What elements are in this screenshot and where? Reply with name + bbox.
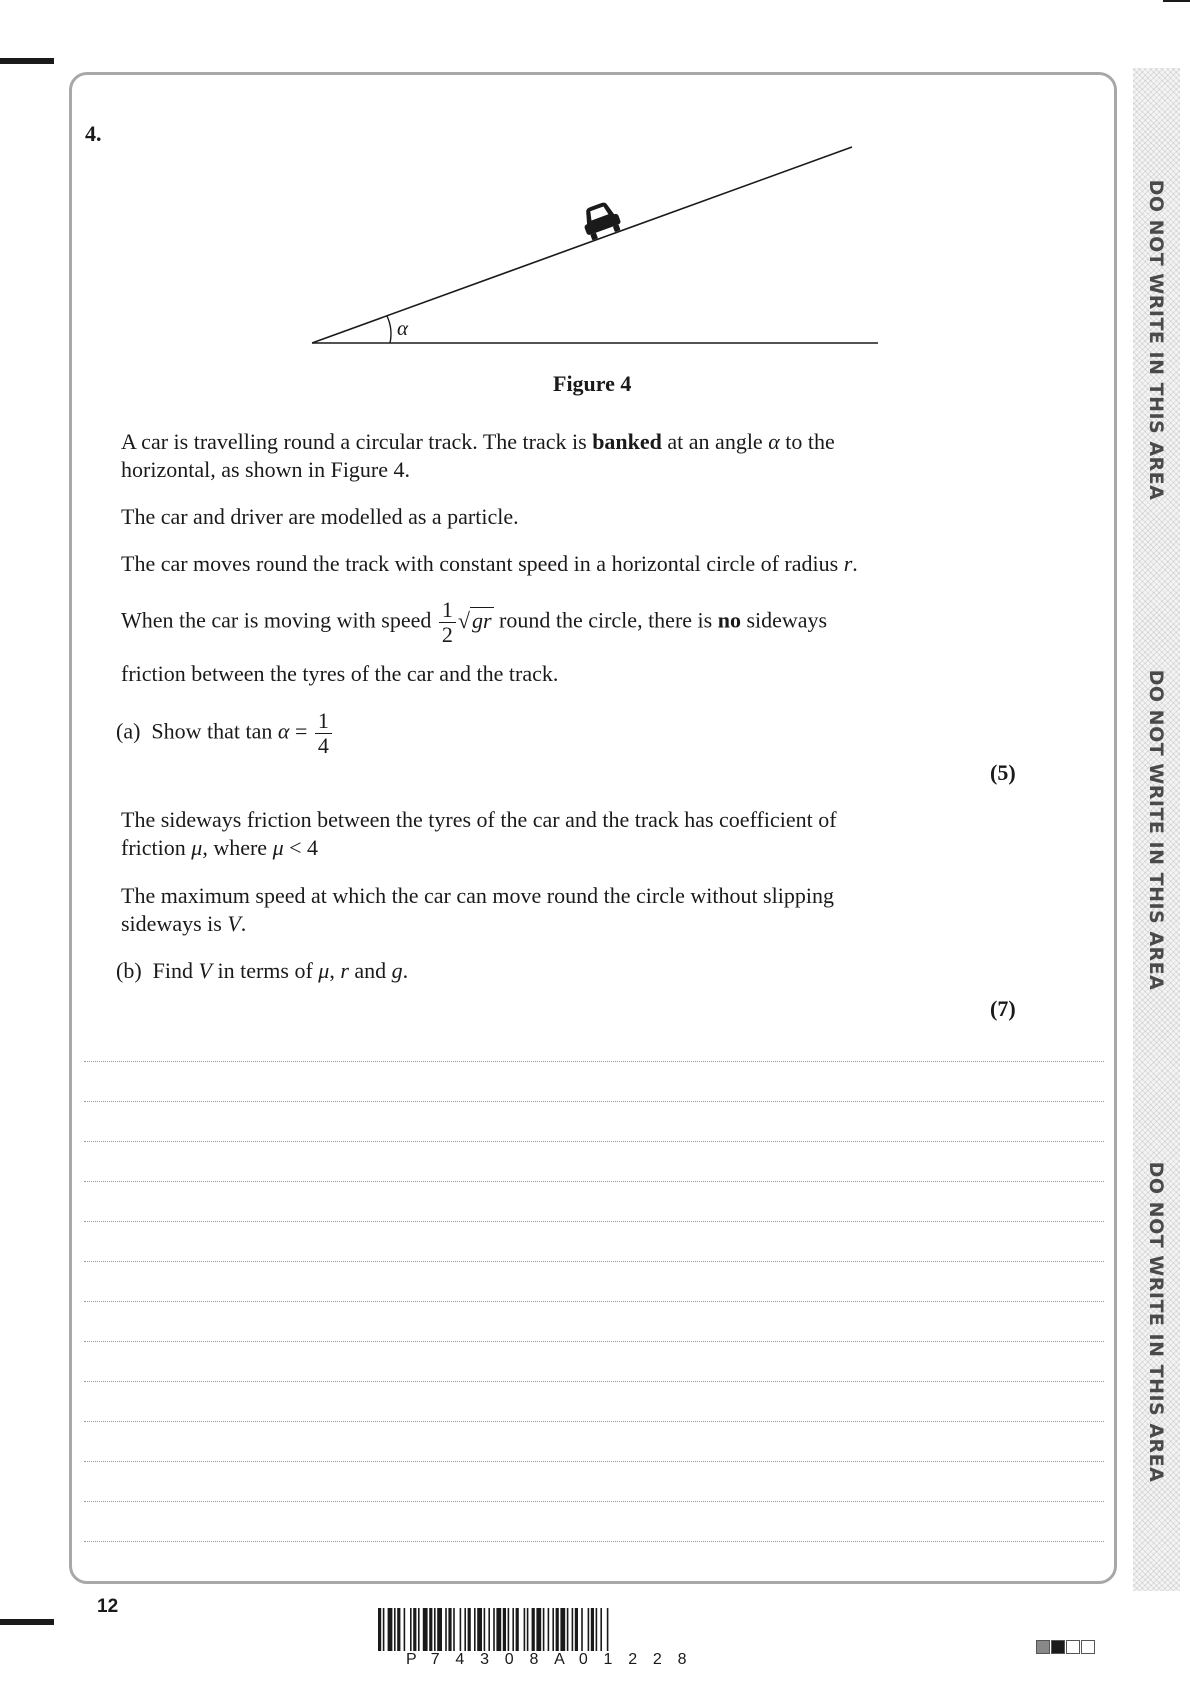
barcode-bar	[448, 1608, 451, 1651]
barcode-digit: 8	[677, 1651, 687, 1668]
barcode-bar	[423, 1608, 428, 1651]
part-b-text4: and	[348, 958, 392, 983]
barcode-digit: P	[406, 1651, 417, 1668]
print-marker-boxes	[1036, 1640, 1096, 1658]
barcode-bar	[383, 1608, 385, 1651]
p1-text-a: A car is travelling round a circular track. The track is	[121, 429, 593, 454]
barcode-bar	[575, 1608, 578, 1651]
barcode-bar	[445, 1608, 447, 1651]
barcode-digit: 3	[480, 1651, 489, 1668]
paragraph-friction-coefficient	[121, 806, 941, 862]
barcode-bar	[512, 1608, 514, 1651]
barcode-bar	[394, 1608, 396, 1651]
part-b-text3: ,	[329, 958, 341, 983]
p3-end: .	[852, 551, 858, 576]
barcode-bar	[556, 1608, 559, 1651]
p3-text: The car moves round the track with constant speed in a horizontal circle of radius	[121, 551, 844, 576]
part-b-mu: μ	[318, 958, 330, 983]
p5-text-a: friction	[121, 835, 192, 860]
barcode-bar	[560, 1608, 565, 1651]
p6-v: V	[227, 911, 241, 936]
barcode-digit: 2	[652, 1651, 662, 1668]
registration-mark-top	[0, 58, 54, 64]
barcode-bar	[567, 1608, 569, 1651]
barcode-bar	[418, 1608, 420, 1651]
barcode-bar	[493, 1608, 495, 1651]
barcode-bar	[527, 1608, 529, 1651]
figure-caption: Figure 4	[553, 371, 632, 396]
sqrt-gr	[458, 607, 494, 635]
sqrt-sign: √	[457, 607, 470, 633]
marker-box	[1066, 1640, 1080, 1654]
barcode-bar	[596, 1608, 598, 1651]
barcode-bar	[434, 1608, 436, 1651]
part-b-label: (b)	[116, 958, 142, 983]
barcode-bar	[552, 1608, 554, 1651]
p1-bold-banked: banked	[592, 429, 662, 454]
answer-line[interactable]	[84, 1501, 1104, 1502]
part-a-marks: (5)	[990, 760, 1016, 785]
part-b-g: g	[391, 958, 403, 983]
barcode-bar	[413, 1608, 416, 1651]
part-b-text1: Find	[152, 958, 199, 983]
barcode-digit: 2	[628, 1651, 638, 1668]
barcode-digit: A	[554, 1651, 565, 1668]
barcode-bar	[468, 1608, 471, 1651]
part-b-prompt	[116, 957, 936, 985]
radicand: gr	[471, 607, 492, 633]
p1-alpha: α	[768, 429, 780, 454]
part-a-alpha: α	[277, 718, 290, 744]
barcode-bar	[484, 1608, 486, 1651]
answer-line[interactable]	[84, 1061, 1104, 1062]
part-b-v: V	[198, 958, 212, 983]
barcode	[378, 1608, 828, 1651]
part-a-label: (a)	[116, 718, 141, 744]
side-warning-bottom: DO NOT WRITE IN THIS AREA	[1145, 1161, 1167, 1483]
barcode-bar	[464, 1608, 466, 1651]
fraction-numerator: 1	[439, 598, 456, 623]
answer-line[interactable]	[84, 1381, 1104, 1382]
part-a-equals: =	[289, 718, 308, 744]
barcode-digit: 7	[430, 1651, 440, 1668]
barcode-digit: 0	[578, 1651, 588, 1668]
answer-line[interactable]	[84, 1101, 1104, 1102]
barcode-bar	[488, 1608, 490, 1651]
page-number: 12	[97, 1596, 119, 1617]
barcode-digits	[406, 1651, 702, 1669]
fraction-denominator: 2	[441, 622, 453, 647]
answer-line[interactable]	[84, 1341, 1104, 1342]
track-incline-line	[312, 147, 852, 343]
marker-box	[1081, 1640, 1095, 1654]
barcode-bar	[516, 1608, 519, 1651]
p1-line2: horizontal, as shown in Figure 4.	[121, 457, 411, 482]
paragraph-max-speed	[121, 882, 941, 938]
p5-text-b: , where	[202, 835, 273, 860]
barcode-bar	[437, 1608, 442, 1651]
barcode-digit: 1	[603, 1651, 613, 1668]
p4-text-a: When the car is moving with speed	[121, 607, 432, 633]
barcode-bar	[397, 1608, 400, 1651]
registration-mark-corner	[1163, 0, 1190, 2]
fraction-one-quarter	[315, 709, 332, 758]
barcode-bar	[607, 1608, 609, 1651]
question-number: 4.	[85, 121, 102, 146]
part-a-prompt	[116, 709, 936, 758]
p1-text-c: to the	[779, 429, 835, 454]
p5-text-c: < 4	[283, 835, 319, 860]
registration-mark-bottom	[0, 1619, 54, 1625]
barcode-bar	[591, 1608, 594, 1651]
barcode-bar	[524, 1608, 526, 1651]
answer-line[interactable]	[84, 1221, 1104, 1222]
fraction-denominator-a: 4	[317, 733, 329, 758]
angle-arc	[387, 316, 391, 343]
answer-line[interactable]	[84, 1141, 1104, 1142]
p1-text-b: at an angle	[661, 429, 769, 454]
barcode-bar	[460, 1608, 462, 1651]
barcode-bar	[474, 1608, 476, 1651]
part-b-text2: in terms of	[211, 958, 319, 983]
fraction-numerator-a: 1	[315, 709, 332, 734]
barcode-bar	[600, 1608, 602, 1651]
p4-text-c: sideways	[740, 607, 828, 633]
p5-mu: μ	[191, 835, 203, 860]
barcode-bar	[410, 1608, 412, 1651]
barcode-bar	[429, 1608, 432, 1651]
p4-bold-no: no	[717, 607, 741, 633]
barcode-bar	[536, 1608, 541, 1651]
side-warning-middle: DO NOT WRITE IN THIS AREA	[1145, 669, 1167, 991]
p5-mu2: μ	[272, 835, 284, 860]
p6-end: .	[240, 911, 247, 936]
part-a-text: Show that tan	[151, 718, 278, 744]
car-icon	[579, 199, 624, 241]
barcode-bar	[532, 1608, 535, 1651]
paragraph-speed-condition	[121, 598, 941, 647]
fraction-one-half	[439, 598, 456, 647]
p6-text-a: sideways is	[121, 911, 228, 936]
barcode-bar	[404, 1608, 406, 1651]
answer-line[interactable]	[84, 1461, 1104, 1462]
marker-box	[1036, 1640, 1050, 1654]
barcode-bar	[581, 1608, 583, 1651]
side-warning-top: DO NOT WRITE IN THIS AREA	[1145, 179, 1167, 501]
paragraph-friction-line: friction between the tyres of the car and the track.	[121, 661, 559, 686]
barcode-bar	[388, 1608, 393, 1651]
barcode-digit: 4	[455, 1651, 465, 1668]
barcode-digit: 0	[504, 1651, 514, 1668]
angle-label: α	[397, 316, 409, 340]
barcode-bar	[453, 1608, 455, 1651]
barcode-bar	[588, 1608, 590, 1651]
p6-line1: The maximum speed at which the car can move round the circle without slipping	[121, 883, 834, 908]
p3-var-r: r	[843, 551, 853, 576]
paragraph-circle-radius	[121, 550, 941, 578]
answer-line[interactable]	[84, 1541, 1104, 1542]
answer-line[interactable]	[84, 1421, 1104, 1422]
barcode-bar	[572, 1608, 574, 1651]
barcode-bar	[548, 1608, 550, 1651]
barcode-digit: 8	[529, 1651, 539, 1668]
part-b-text5: .	[402, 958, 409, 983]
paragraph-banked-track	[121, 428, 941, 484]
barcode-bar	[503, 1608, 506, 1651]
paragraph-particle-model: The car and driver are modelled as a particle.	[121, 504, 519, 529]
p5-line1: The sideways friction between the tyres of the car and the track has coefficient of	[121, 807, 837, 832]
part-b-marks: (7)	[990, 996, 1016, 1021]
answer-line[interactable]	[84, 1301, 1104, 1302]
answer-line[interactable]	[84, 1181, 1104, 1182]
barcode-bar	[477, 1608, 482, 1651]
p4-text-b: round the circle, there is	[493, 607, 718, 633]
barcode-bar	[508, 1608, 510, 1651]
part-b-r: r	[340, 958, 349, 983]
answer-line[interactable]	[84, 1261, 1104, 1262]
barcode-bar	[543, 1608, 545, 1651]
figure-banked-track	[300, 135, 900, 355]
barcode-bar	[496, 1608, 501, 1651]
marker-box	[1051, 1640, 1065, 1654]
barcode-bar	[378, 1608, 381, 1651]
